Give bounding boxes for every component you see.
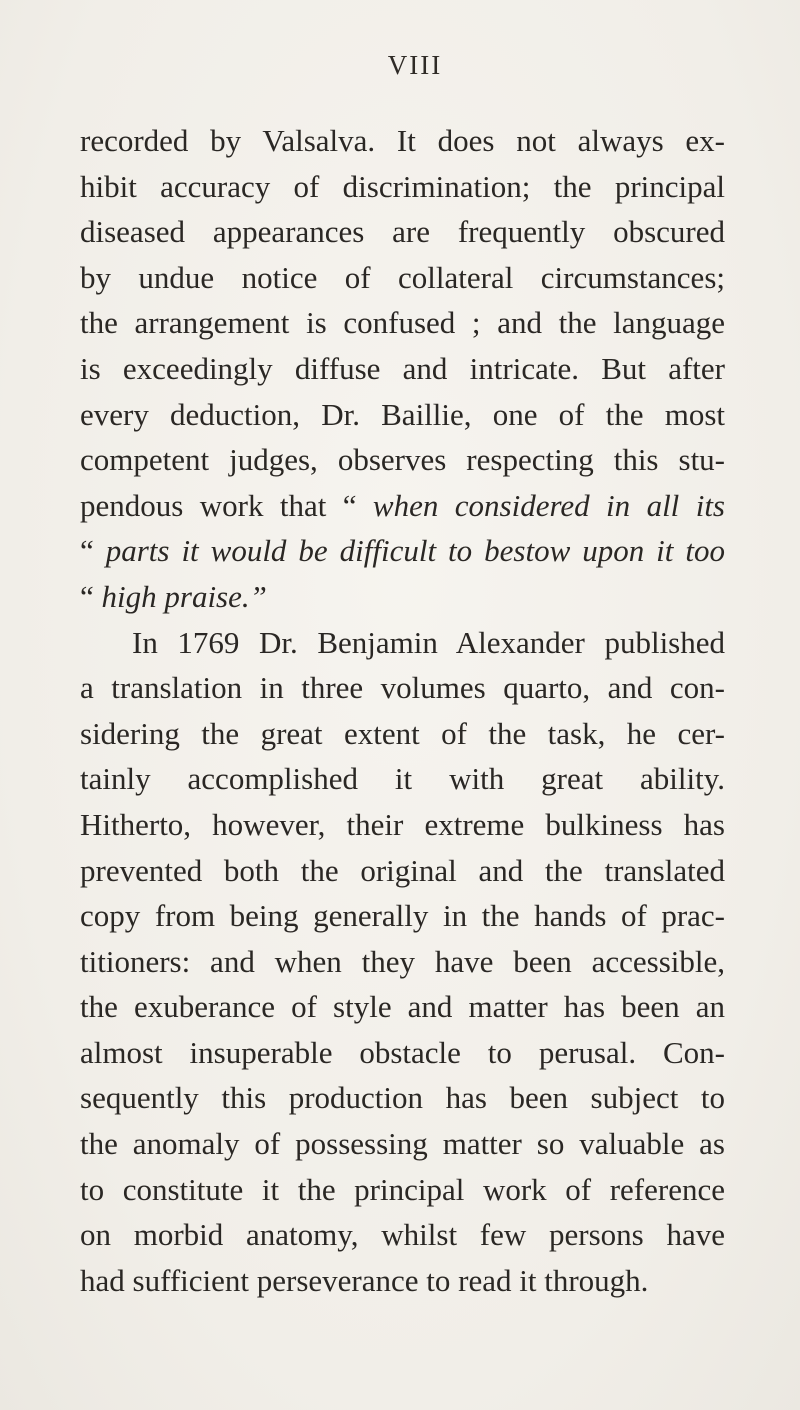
quote-italic: when considered in all its [372, 487, 725, 523]
text-line: prevented both the original and the translated [80, 852, 725, 888]
quote-italic: high praise.” [101, 578, 267, 614]
text-line: hibit accuracy of discrimination; the principal [80, 168, 725, 204]
quote-prefix: pendous work that “ [80, 487, 373, 523]
text-line: a translation in three volumes quarto, and con- [80, 670, 725, 706]
text-line: every deduction, Dr. Baillie, one of the most [80, 396, 725, 432]
text-line: copy from being generally in the hands of prac- [80, 898, 725, 934]
text-line: titioners: and when they have been accessible, [80, 943, 725, 979]
text-line: by undue notice of collateral circumstances; [80, 259, 725, 295]
quote-line [80, 483, 725, 529]
text-line: competent judges, observes respecting this stu- [80, 442, 725, 478]
text-line: on morbid anatomy, whilst few persons have [80, 1217, 725, 1253]
text-line: is exceedingly diffuse and intricate. But after [80, 350, 725, 386]
text-line: diseased appearances are frequently obscured [80, 214, 725, 250]
body-text [80, 118, 725, 1303]
text-line: recorded by Valsalva. It does not always ex- [80, 123, 725, 158]
quote-prefix: “ [80, 533, 106, 569]
text-line: Hitherto, however, their extreme bulkiness has [80, 806, 725, 842]
text-line: sidering the great extent of the task, he cer- [80, 715, 725, 751]
text-line: had sufficient perseverance to read it through. [80, 1262, 649, 1298]
text-line: almost insuperable obstacle to perusal. Con- [80, 1034, 725, 1070]
quote-prefix: “ [80, 578, 102, 614]
quote-italic: parts it would be difficult to bestow upon it too [105, 533, 725, 569]
text-line: the anomaly of possessing matter so valuable as [80, 1126, 725, 1162]
quote-line [80, 528, 725, 574]
text-line: the arrangement is confused ; and the language [80, 305, 725, 341]
text-line: sequently this production has been subject to [80, 1080, 725, 1116]
text-line: the exuberance of style and matter has been an [80, 989, 725, 1025]
text-line: tainly accomplished it with great ability. [80, 761, 725, 797]
page-number: VIII [387, 50, 443, 80]
text-line: to constitute it the principal work of reference [80, 1171, 725, 1207]
quote-line [80, 574, 725, 620]
paragraph-start-line: In 1769 Dr. Benjamin Alexander published [132, 624, 725, 660]
